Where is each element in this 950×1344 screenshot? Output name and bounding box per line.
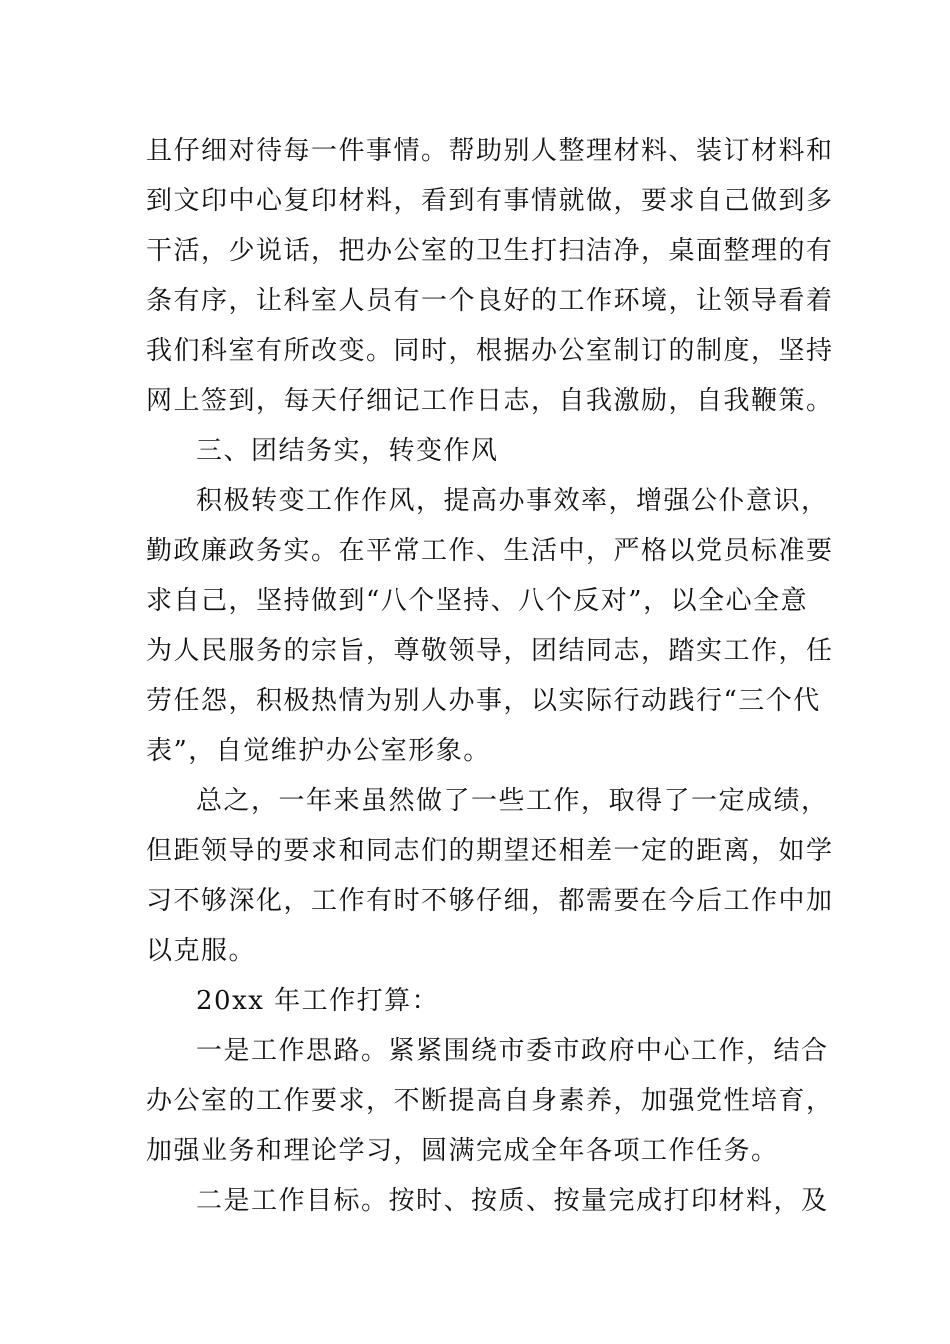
text-line: 求自己，坚持做到“八个坚持、八个反对”，以全心全意 bbox=[146, 586, 809, 616]
text-line: 为人民服务的宗旨，尊敬领导，团结同志，踏实工作，任 bbox=[146, 636, 834, 666]
text-line: 总之，一年来虽然做了一些工作，取得了一定成绩， bbox=[196, 786, 829, 816]
text-line: 加强业务和理论学习，圆满完成全年各项工作任务。 bbox=[146, 1136, 779, 1166]
section-heading: 三、团结务实，转变作风 bbox=[196, 436, 499, 466]
text-line: 一是工作思路。紧紧围绕市委市政府中心工作，结合 bbox=[196, 1036, 829, 1066]
text-line: 勤政廉政务实。在平常工作、生活中，严格以党员标准要 bbox=[146, 536, 834, 566]
section-heading: 20xx 年工作打算： bbox=[196, 986, 440, 1016]
text-line: 干活，少说话，把办公室的卫生打扫洁净，桌面整理的有 bbox=[146, 236, 834, 266]
text-line: 条有序，让科室人员有一个良好的工作环境，让领导看着 bbox=[146, 286, 834, 316]
text-line: 网上签到，每天仔细记工作日志，自我激励，自我鞭策。 bbox=[146, 386, 834, 416]
text-line: 但距领导的要求和同志们的期望还相差一定的距离，如学 bbox=[146, 836, 834, 866]
text-line: 积极转变工作作风，提高办事效率，增强公仆意识， bbox=[196, 486, 829, 516]
text-line: 以克服。 bbox=[146, 936, 257, 966]
text-line: 表”，自觉维护办公室形象。 bbox=[146, 736, 491, 766]
text-line: 二是工作目标。按时、按质、按量完成打印材料，及 bbox=[196, 1186, 829, 1216]
text-line: 劳任怨，积极热情为别人办事，以实际行动践行“三个代 bbox=[146, 686, 821, 716]
text-line: 且仔细对待每一件事情。帮助别人整理材料、装订材料和 bbox=[146, 136, 834, 166]
text-line: 习不够深化，工作有时不够仔细，都需要在今后工作中加 bbox=[146, 886, 834, 916]
text-line: 到文印中心复印材料，看到有事情就做，要求自己做到多 bbox=[146, 186, 834, 216]
text-line: 我们科室有所改变。同时，根据办公室制订的制度，坚持 bbox=[146, 336, 834, 366]
text-line: 办公室的工作要求，不断提高自身素养，加强党性培育， bbox=[146, 1086, 834, 1116]
